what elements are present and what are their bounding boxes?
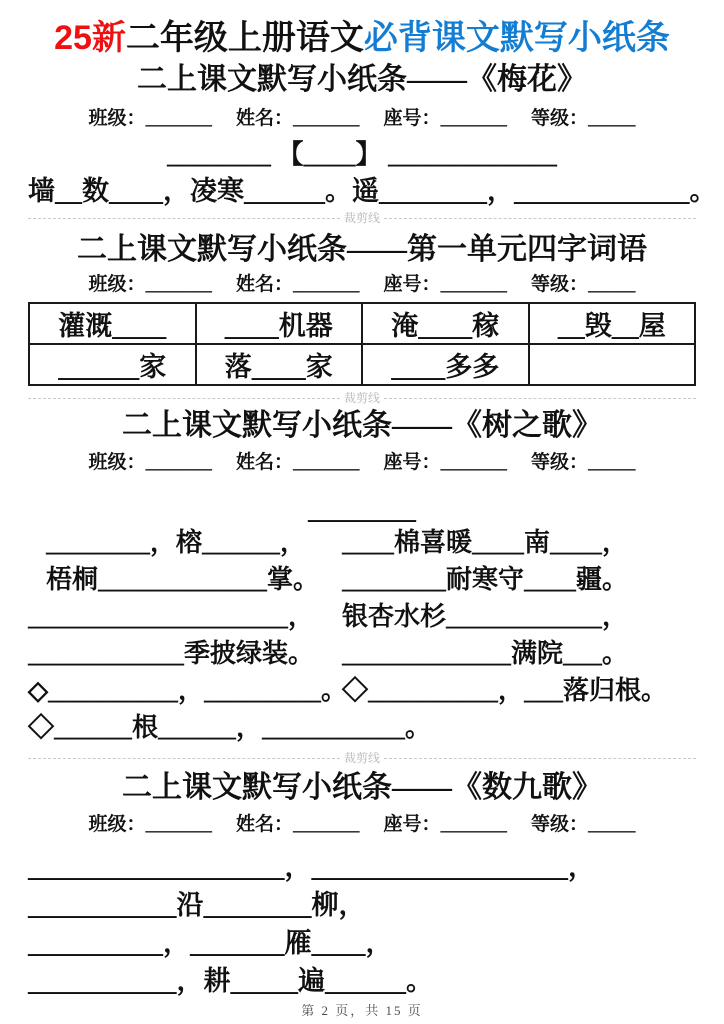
grade-field	[531, 106, 636, 132]
grade-field-label: 等级：	[531, 814, 589, 835]
seat-field	[384, 812, 508, 838]
fill-line: ________，榕______，	[46, 528, 307, 557]
cut-line-label: 裁剪线	[344, 751, 381, 765]
word-cell: 淹____稼	[362, 303, 529, 344]
page-title-blue-part: 必背课文默写小纸条	[363, 19, 670, 57]
cut-line-label: 裁剪线	[344, 211, 381, 225]
name-field-blank: _______	[293, 108, 360, 129]
seat-field-blank: _______	[440, 274, 508, 295]
grade-field	[531, 812, 636, 838]
fill-line: __________，_______雁____，	[28, 928, 393, 958]
class-field-blank: _______	[145, 452, 212, 473]
fill-line: ________耐寒守____疆。	[341, 565, 628, 594]
student-info-fields	[28, 450, 696, 476]
section-shuzhige-title: 二上课文默写小纸条——《树之歌》	[122, 409, 602, 442]
cut-line	[28, 390, 696, 406]
seat-field	[384, 450, 508, 476]
class-field-label: 班级：	[88, 452, 146, 473]
seat-field-blank: _______	[440, 452, 508, 473]
name-field	[236, 450, 360, 476]
fill-line: 银杏水杉____________，	[341, 602, 628, 631]
section-unit1-words	[28, 232, 696, 386]
fill-line: ◇__________，___落归根。	[341, 676, 667, 705]
page-title-red-part: 25新	[54, 19, 126, 57]
seat-field	[384, 272, 508, 298]
fill-line: ____________季披绿装。	[28, 639, 315, 668]
seat-field-label: 座号：	[383, 274, 441, 295]
name-field-label: 姓名：	[235, 274, 293, 295]
fill-line: 梧桐_____________掌。	[46, 565, 320, 594]
seat-field	[384, 106, 508, 132]
poem-title-blank: ________	[308, 494, 416, 524]
class-field-label: 班级：	[88, 274, 146, 295]
class-field	[88, 272, 212, 298]
fill-line: ___________，耕_____遍______。	[28, 966, 433, 996]
grade-field	[531, 450, 636, 476]
name-field	[236, 106, 360, 132]
class-field	[88, 450, 212, 476]
table-row	[29, 303, 695, 344]
cut-line-label: 裁剪线	[344, 391, 381, 405]
name-field-label: 姓名：	[235, 452, 293, 473]
table-row	[29, 344, 695, 385]
word-cell: ____机器	[196, 303, 363, 344]
fill-line: ___________________，___________________，	[28, 852, 595, 882]
seat-field-blank: _______	[440, 814, 508, 835]
fill-line: ____棉喜暖____南____，	[341, 528, 628, 557]
word-cell: 灌溉____	[29, 303, 196, 344]
page-title	[28, 18, 696, 58]
name-field-blank: _______	[293, 452, 360, 473]
cut-line	[28, 210, 696, 226]
name-field-blank: _______	[293, 814, 360, 835]
fill-line: ____________________，	[28, 602, 315, 631]
class-field-blank: _______	[145, 814, 212, 835]
section-shujiuge-title: 二上课文默写小纸条——《数九歌》	[122, 771, 602, 804]
word-cell: __毁__屋	[529, 303, 696, 344]
grade-field	[531, 272, 636, 298]
class-field	[88, 106, 212, 132]
section-shujiuge	[28, 770, 696, 1000]
student-info-fields	[28, 812, 696, 838]
grade-field-label: 等级：	[531, 108, 589, 129]
name-field	[236, 272, 360, 298]
class-field	[88, 812, 212, 838]
grade-field-label: 等级：	[531, 274, 589, 295]
class-field-label: 班级：	[88, 814, 146, 835]
seat-field-label: 座号：	[383, 452, 441, 473]
student-info-fields	[28, 272, 696, 298]
grade-field-blank: _____	[588, 452, 636, 473]
class-field-label: 班级：	[88, 108, 146, 129]
name-field	[236, 812, 360, 838]
word-cell	[529, 344, 696, 385]
cut-line	[28, 750, 696, 766]
seat-field-label: 座号：	[383, 108, 441, 129]
fill-line: ◇__________，_________。	[28, 676, 347, 705]
shujiuge-body	[28, 848, 696, 1000]
student-info-fields	[28, 106, 696, 132]
seat-field-label: 座号：	[383, 814, 441, 835]
page-title-black-part: 二年级上册语文	[125, 19, 364, 57]
shuzhige-right-column	[342, 524, 696, 746]
shuzhige-body	[28, 524, 696, 746]
fill-line: ◇______根______，___________。	[28, 713, 432, 742]
page-number: 第 2 页，共 15 页	[301, 1003, 423, 1018]
grade-field-blank: _____	[588, 274, 636, 295]
grade-field-label: 等级：	[531, 452, 589, 473]
word-cell: ______家	[29, 344, 196, 385]
fill-line: _____________满院___。	[341, 639, 628, 668]
section-meihua-title: 二上课文默写小纸条——《梅花》	[137, 63, 587, 96]
word-cell: 落____家	[196, 344, 363, 385]
section-shuzhige	[28, 408, 696, 746]
poem-fill-line: 墙__数____，凌寒______。遥________，_____________。	[28, 176, 717, 206]
class-field-blank: _______	[145, 274, 212, 295]
section-meihua	[28, 62, 717, 208]
shuzhige-left-column	[28, 524, 432, 746]
class-field-blank: _______	[145, 108, 212, 129]
grade-field-blank: _____	[588, 108, 636, 129]
seat-field-blank: _______	[440, 108, 508, 129]
grade-field-blank: _____	[588, 814, 636, 835]
poem-title-author-blanks: ________ 【____】 _____________	[166, 140, 557, 169]
four-character-words-table	[28, 302, 696, 386]
section-unit1-title: 二上课文默写小纸条——第一单元四字词语	[77, 233, 647, 266]
name-field-label: 姓名：	[235, 108, 293, 129]
name-field-label: 姓名：	[235, 814, 293, 835]
fill-line: ___________沿________柳，	[28, 890, 366, 920]
name-field-blank: _______	[293, 274, 360, 295]
word-cell: ____多多	[362, 344, 529, 385]
